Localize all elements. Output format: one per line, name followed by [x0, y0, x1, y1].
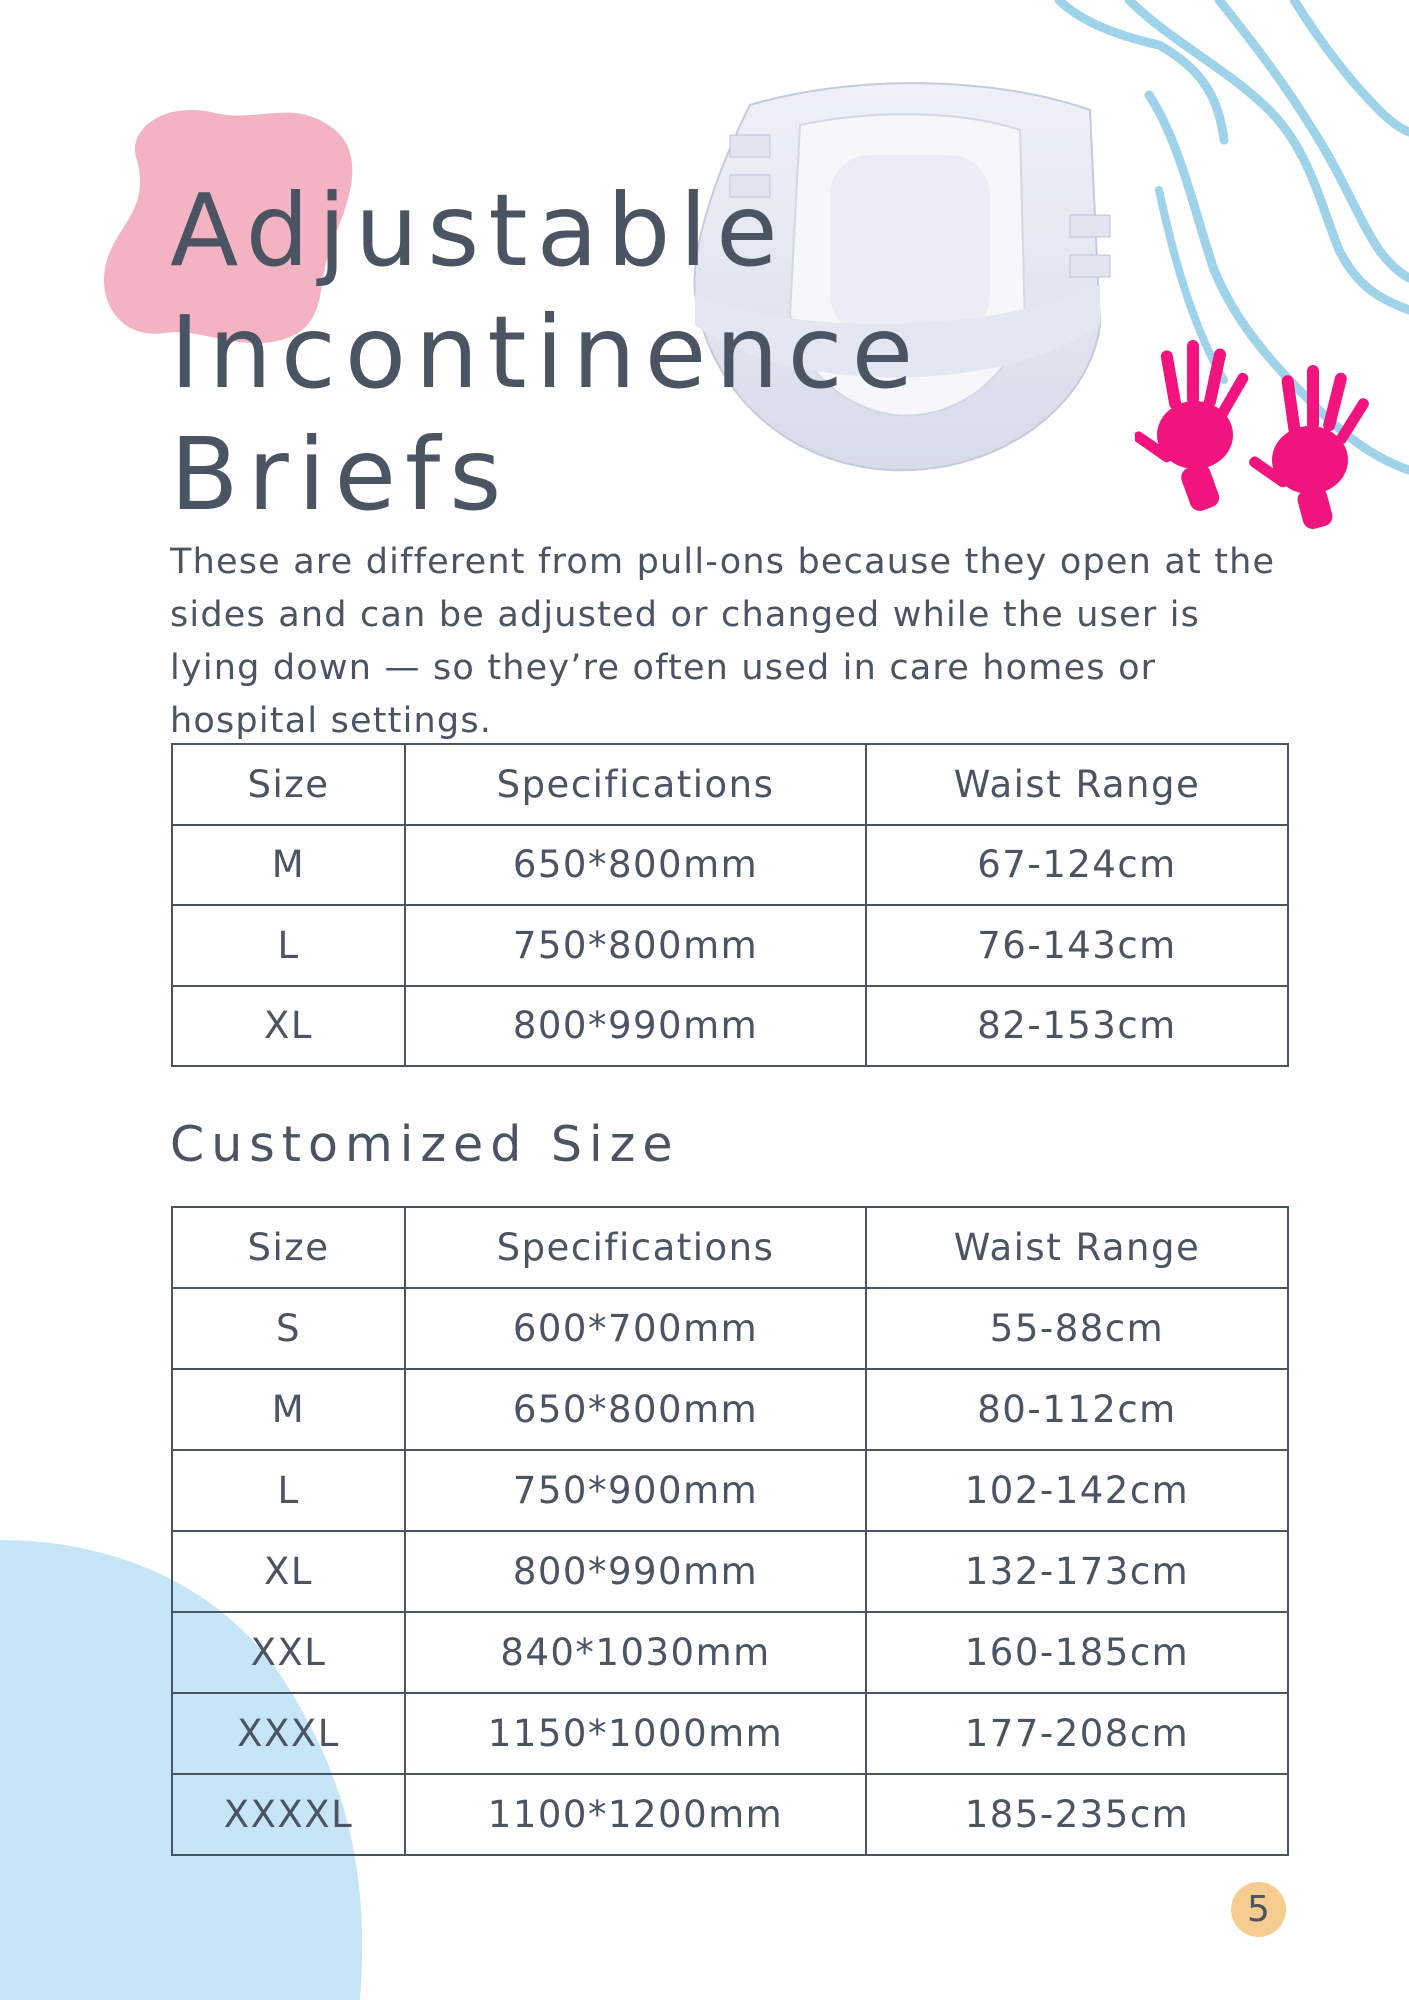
table-row [172, 825, 1288, 906]
standard-size-table [171, 743, 1289, 1067]
spec-cell: 800*990mm [405, 986, 866, 1067]
size-cell: S [172, 1288, 405, 1369]
spec-cell: 840*1030mm [405, 1612, 866, 1693]
waist-cell: 160-185cm [866, 1612, 1288, 1693]
size-cell: XL [172, 1531, 405, 1612]
size-cell: L [172, 1450, 405, 1531]
table-row [172, 1288, 1288, 1369]
spec-cell: 650*800mm [405, 1369, 866, 1450]
waist-cell: 76-143cm [866, 905, 1288, 986]
waist-cell: 177-208cm [866, 1693, 1288, 1774]
table-row [172, 1693, 1288, 1774]
size-cell: XL [172, 986, 405, 1067]
table-row [172, 1612, 1288, 1693]
table-header-row [172, 1207, 1288, 1288]
page-title [170, 170, 922, 536]
size-cell: XXXXL [172, 1774, 405, 1855]
table-header-row [172, 744, 1288, 825]
table-row [172, 1450, 1288, 1531]
table-row [172, 1369, 1288, 1450]
waist-cell: 102-142cm [866, 1450, 1288, 1531]
size-cell: XXL [172, 1612, 405, 1693]
waist-cell: 55-88cm [866, 1288, 1288, 1369]
spec-cell: 650*800mm [405, 825, 866, 906]
customized-size-heading: Customized Size [170, 1116, 680, 1173]
handprints-decoration [1135, 330, 1405, 530]
spec-cell: 750*800mm [405, 905, 866, 986]
header-size: Size [172, 744, 405, 825]
waist-cell: 80-112cm [866, 1369, 1288, 1450]
page-number-badge: 5 [1231, 1882, 1286, 1937]
header-specifications: Specifications [405, 1207, 866, 1288]
table-row [172, 905, 1288, 986]
waist-cell: 185-235cm [866, 1774, 1288, 1855]
table-row [172, 986, 1288, 1067]
header-specifications: Specifications [405, 744, 866, 825]
size-cell: XXXL [172, 1693, 405, 1774]
waist-cell: 67-124cm [866, 825, 1288, 906]
spec-cell: 1100*1200mm [405, 1774, 866, 1855]
spec-cell: 750*900mm [405, 1450, 866, 1531]
title-line-2: Incontinence [170, 294, 923, 411]
title-line-1: Adjustable [170, 172, 787, 289]
table-row [172, 1531, 1288, 1612]
size-cell: M [172, 1369, 405, 1450]
header-waist-range: Waist Range [866, 1207, 1288, 1288]
customized-size-table [171, 1206, 1289, 1856]
size-cell: M [172, 825, 405, 906]
size-cell: L [172, 905, 405, 986]
spec-cell: 600*700mm [405, 1288, 866, 1369]
waist-cell: 82-153cm [866, 986, 1288, 1067]
title-line-3: Briefs [170, 416, 511, 533]
spec-cell: 800*990mm [405, 1531, 866, 1612]
table-row [172, 1774, 1288, 1855]
intro-paragraph: These are different from pull-ons because they open at the sides and can be adjusted or changed while the user is lying down — so they’re often used in care homes or hospital settings. [170, 542, 1276, 741]
spec-cell: 1150*1000mm [405, 1693, 866, 1774]
waist-cell: 132-173cm [866, 1531, 1288, 1612]
header-size: Size [172, 1207, 405, 1288]
header-waist-range: Waist Range [866, 744, 1288, 825]
